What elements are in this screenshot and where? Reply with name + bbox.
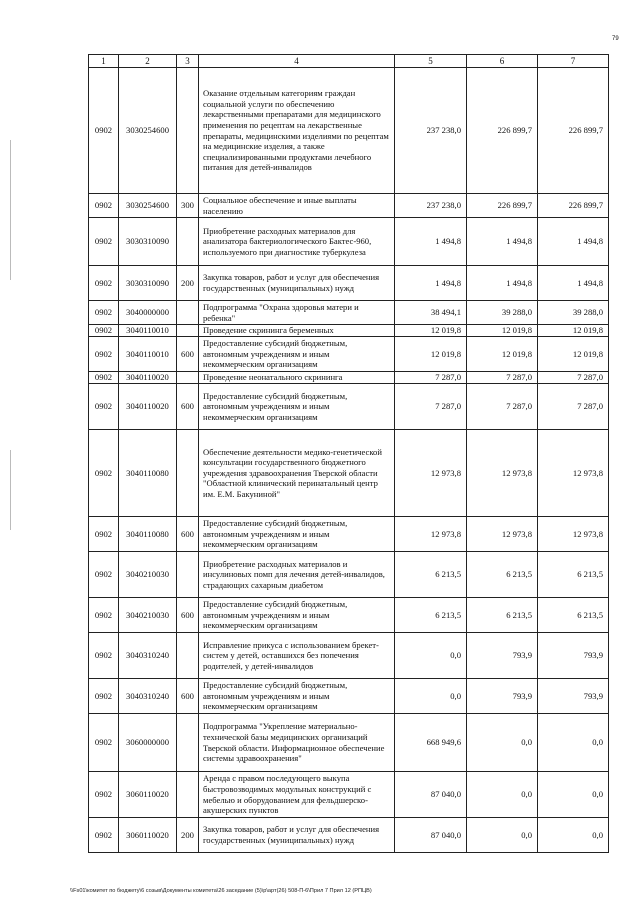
amount-year3-cell: 7 287,0	[538, 384, 609, 430]
section-code-cell: 0902	[89, 301, 119, 325]
amount-year2-cell: 6 213,5	[467, 552, 538, 598]
item-name-cell: Оказание отдельным категориям граждан социальной услуги по обеспечению лекарственными препаратами для медицинского применения по рецептам на лекарственные препараты, медицинскими изделиями по рецептам на медицинские изделия, а также специализированными продуктами лечебного питания для детей-инвалидов	[199, 68, 395, 194]
header-cell: 6	[467, 55, 538, 68]
amount-year2-cell: 226 899,7	[467, 68, 538, 194]
table-row	[89, 633, 609, 679]
scan-margin-line	[10, 140, 11, 280]
expense-kind-cell	[177, 301, 199, 325]
target-article-cell: 3040110020	[119, 372, 177, 384]
table-row	[89, 325, 609, 337]
table-row	[89, 337, 609, 372]
target-article-cell: 3060000000	[119, 714, 177, 772]
expense-kind-cell: 200	[177, 818, 199, 853]
amount-year2-cell: 1 494,8	[467, 266, 538, 301]
target-article-cell: 3030254600	[119, 68, 177, 194]
table-row	[89, 714, 609, 772]
footer-file-path: \\Fs01\комитет по бюджету\6 созыв\Документы комитета\26 заседание (5)\р\арт(26) 508-П-6\Прил 7 Прил 12 (РПЦВ)	[70, 888, 372, 894]
amount-year3-cell: 0,0	[538, 772, 609, 818]
item-name-cell: Предоставление субсидий бюджетным, автономным учреждениям и иным некоммерческим организациям	[199, 517, 395, 552]
amount-year1-cell: 0,0	[395, 633, 467, 679]
amount-year2-cell: 12 973,8	[467, 517, 538, 552]
target-article-cell: 3040310240	[119, 633, 177, 679]
amount-year3-cell: 1 494,8	[538, 218, 609, 266]
amount-year1-cell: 668 949,6	[395, 714, 467, 772]
header-cell: 4	[199, 55, 395, 68]
table-row	[89, 772, 609, 818]
item-name-cell: Подпрограмма "Укрепление материально-технической базы медицинских организаций Тверской области. Информационное обеспечение системы здравоохранения"	[199, 714, 395, 772]
table-row	[89, 301, 609, 325]
table-row	[89, 218, 609, 266]
section-code-cell: 0902	[89, 772, 119, 818]
section-code-cell: 0902	[89, 818, 119, 853]
amount-year1-cell: 237 238,0	[395, 68, 467, 194]
amount-year1-cell: 6 213,5	[395, 552, 467, 598]
header-cell: 1	[89, 55, 119, 68]
amount-year1-cell: 87 040,0	[395, 818, 467, 853]
header-row	[89, 55, 609, 68]
header-cell: 7	[538, 55, 609, 68]
amount-year3-cell: 12 973,8	[538, 517, 609, 552]
amount-year3-cell: 0,0	[538, 818, 609, 853]
section-code-cell: 0902	[89, 714, 119, 772]
section-code-cell: 0902	[89, 633, 119, 679]
amount-year3-cell: 1 494,8	[538, 266, 609, 301]
expense-kind-cell	[177, 218, 199, 266]
table-row	[89, 68, 609, 194]
item-name-cell: Проведение скрининга беременных	[199, 325, 395, 337]
amount-year1-cell: 87 040,0	[395, 772, 467, 818]
section-code-cell: 0902	[89, 598, 119, 633]
section-code-cell: 0902	[89, 194, 119, 218]
amount-year1-cell: 38 494,1	[395, 301, 467, 325]
amount-year3-cell: 7 287,0	[538, 372, 609, 384]
page-number: 79	[612, 36, 619, 42]
amount-year1-cell: 237 238,0	[395, 194, 467, 218]
amount-year3-cell: 226 899,7	[538, 68, 609, 194]
item-name-cell: Приобретение расходных материалов для анализатора бактериологического Бактес-960, используемого при диагностике туберкулеза	[199, 218, 395, 266]
target-article-cell: 3040210030	[119, 552, 177, 598]
expense-kind-cell	[177, 325, 199, 337]
expense-kind-cell	[177, 772, 199, 818]
amount-year2-cell: 7 287,0	[467, 384, 538, 430]
expense-kind-cell: 600	[177, 679, 199, 714]
section-code-cell: 0902	[89, 372, 119, 384]
expense-kind-cell	[177, 372, 199, 384]
table-row	[89, 384, 609, 430]
amount-year3-cell: 0,0	[538, 714, 609, 772]
table-row	[89, 552, 609, 598]
amount-year3-cell: 6 213,5	[538, 598, 609, 633]
table-row	[89, 679, 609, 714]
expense-kind-cell	[177, 714, 199, 772]
scan-margin-line	[10, 450, 11, 530]
expense-kind-cell: 600	[177, 337, 199, 372]
amount-year3-cell: 793,9	[538, 679, 609, 714]
section-code-cell: 0902	[89, 266, 119, 301]
item-name-cell: Закупка товаров, работ и услуг для обеспечения государственных (муниципальных) нужд	[199, 818, 395, 853]
amount-year2-cell: 793,9	[467, 633, 538, 679]
expense-kind-cell: 600	[177, 598, 199, 633]
table-row	[89, 372, 609, 384]
amount-year3-cell: 226 899,7	[538, 194, 609, 218]
header-cell: 2	[119, 55, 177, 68]
item-name-cell: Предоставление субсидий бюджетным, автономным учреждениям и иным некоммерческим организациям	[199, 598, 395, 633]
amount-year2-cell: 1 494,8	[467, 218, 538, 266]
section-code-cell: 0902	[89, 218, 119, 266]
item-name-cell: Социальное обеспечение и иные выплаты населению	[199, 194, 395, 218]
header-cell: 5	[395, 55, 467, 68]
target-article-cell: 3060110020	[119, 772, 177, 818]
amount-year1-cell: 0,0	[395, 679, 467, 714]
target-article-cell: 3040210030	[119, 598, 177, 633]
amount-year2-cell: 12 973,8	[467, 430, 538, 517]
target-article-cell: 3040110080	[119, 517, 177, 552]
item-name-cell: Предоставление субсидий бюджетным, автономным учреждениям и иным некоммерческим организациям	[199, 337, 395, 372]
table-row	[89, 818, 609, 853]
expense-kind-cell: 600	[177, 384, 199, 430]
amount-year2-cell: 39 288,0	[467, 301, 538, 325]
target-article-cell: 3030310090	[119, 218, 177, 266]
amount-year3-cell: 39 288,0	[538, 301, 609, 325]
amount-year2-cell: 0,0	[467, 714, 538, 772]
table-row	[89, 266, 609, 301]
amount-year2-cell: 6 213,5	[467, 598, 538, 633]
target-article-cell: 3040110010	[119, 325, 177, 337]
item-name-cell: Проведение неонатального скрининга	[199, 372, 395, 384]
amount-year2-cell: 7 287,0	[467, 372, 538, 384]
amount-year1-cell: 1 494,8	[395, 266, 467, 301]
section-code-cell: 0902	[89, 679, 119, 714]
expense-kind-cell	[177, 552, 199, 598]
section-code-cell: 0902	[89, 552, 119, 598]
item-name-cell: Закупка товаров, работ и услуг для обеспечения государственных (муниципальных) нужд	[199, 266, 395, 301]
budget-table	[88, 54, 609, 853]
target-article-cell: 3030310090	[119, 266, 177, 301]
section-code-cell: 0902	[89, 517, 119, 552]
item-name-cell: Обеспечение деятельности медико-генетической консультации государственного бюджетного учреждения здравоохранения Тверской области "Областной клинический перинатальный центр им. Е.М. Бакуниной"	[199, 430, 395, 517]
amount-year1-cell: 12 973,8	[395, 517, 467, 552]
table-row	[89, 194, 609, 218]
target-article-cell: 3030254600	[119, 194, 177, 218]
table-row	[89, 598, 609, 633]
amount-year3-cell: 793,9	[538, 633, 609, 679]
target-article-cell: 3040110010	[119, 337, 177, 372]
expense-kind-cell	[177, 68, 199, 194]
item-name-cell: Предоставление субсидий бюджетным, автономным учреждениям и иным некоммерческим организациям	[199, 384, 395, 430]
amount-year2-cell: 12 019,8	[467, 337, 538, 372]
section-code-cell: 0902	[89, 325, 119, 337]
expense-kind-cell	[177, 633, 199, 679]
amount-year3-cell: 12 019,8	[538, 337, 609, 372]
amount-year1-cell: 12 019,8	[395, 337, 467, 372]
item-name-cell: Аренда с правом последующего выкупа быстровозводимых модульных конструкций с мебелью и оборудованием для фельдшерско-акушерских пунктов	[199, 772, 395, 818]
target-article-cell: 3060110020	[119, 818, 177, 853]
amount-year1-cell: 1 494,8	[395, 218, 467, 266]
item-name-cell: Предоставление субсидий бюджетным, автономным учреждениям и иным некоммерческим организациям	[199, 679, 395, 714]
amount-year1-cell: 6 213,5	[395, 598, 467, 633]
target-article-cell: 3040000000	[119, 301, 177, 325]
amount-year1-cell: 7 287,0	[395, 372, 467, 384]
section-code-cell: 0902	[89, 384, 119, 430]
expense-kind-cell: 600	[177, 517, 199, 552]
expense-kind-cell: 300	[177, 194, 199, 218]
amount-year2-cell: 226 899,7	[467, 194, 538, 218]
item-name-cell: Приобретение расходных материалов и инсулиновых помп для лечения детей-инвалидов, страдающих сахарным диабетом	[199, 552, 395, 598]
target-article-cell: 3040310240	[119, 679, 177, 714]
table-row	[89, 517, 609, 552]
amount-year1-cell: 12 973,8	[395, 430, 467, 517]
amount-year1-cell: 12 019,8	[395, 325, 467, 337]
item-name-cell: Подпрограмма "Охрана здоровья матери и ребенка"	[199, 301, 395, 325]
amount-year3-cell: 12 973,8	[538, 430, 609, 517]
amount-year3-cell: 6 213,5	[538, 552, 609, 598]
section-code-cell: 0902	[89, 337, 119, 372]
amount-year2-cell: 0,0	[467, 772, 538, 818]
target-article-cell: 3040110020	[119, 384, 177, 430]
header-cell: 3	[177, 55, 199, 68]
amount-year1-cell: 7 287,0	[395, 384, 467, 430]
expense-kind-cell	[177, 430, 199, 517]
item-name-cell: Исправление прикуса с использованием брекет-систем у детей, оставшихся без попечения родителей, у детей-инвалидов	[199, 633, 395, 679]
amount-year2-cell: 793,9	[467, 679, 538, 714]
target-article-cell: 3040110080	[119, 430, 177, 517]
amount-year2-cell: 12 019,8	[467, 325, 538, 337]
amount-year2-cell: 0,0	[467, 818, 538, 853]
section-code-cell: 0902	[89, 68, 119, 194]
section-code-cell: 0902	[89, 430, 119, 517]
table-row	[89, 430, 609, 517]
expense-kind-cell: 200	[177, 266, 199, 301]
amount-year3-cell: 12 019,8	[538, 325, 609, 337]
